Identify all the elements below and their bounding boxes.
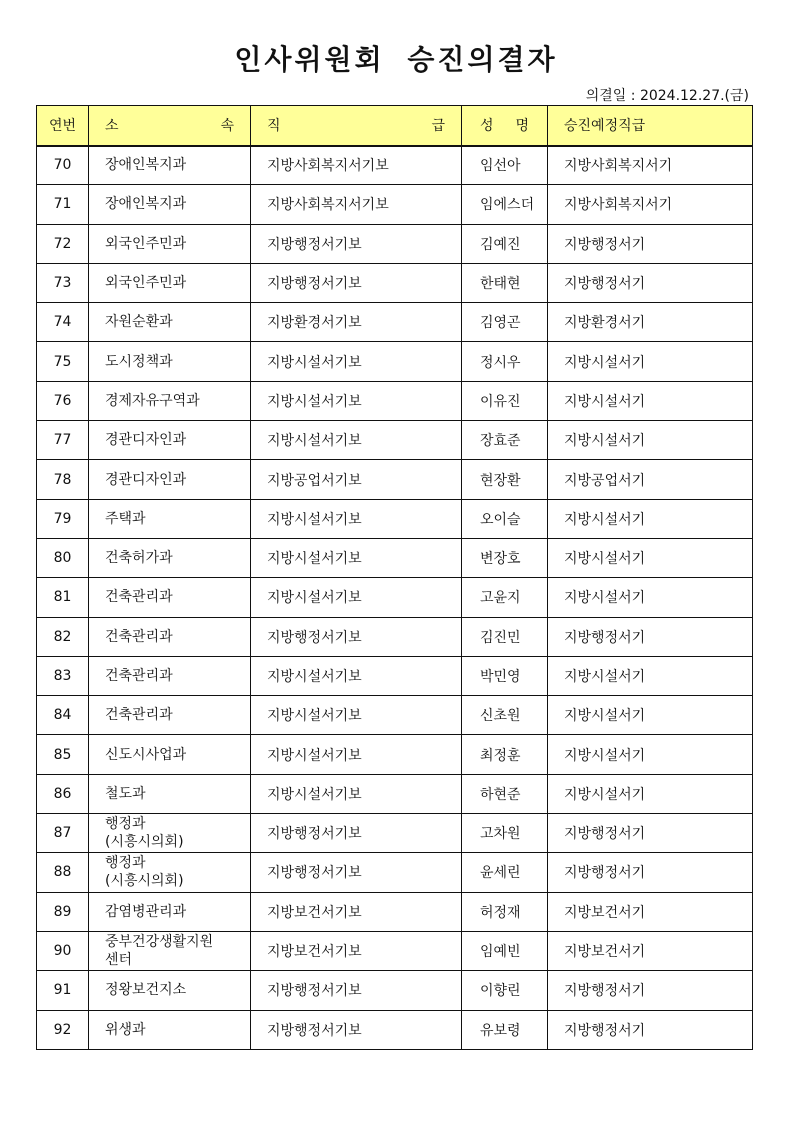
cell-dept xyxy=(89,460,251,499)
table-row xyxy=(37,971,753,1010)
cell-promo: 지방행정서기 xyxy=(548,617,753,656)
cell-name: 장효준 xyxy=(462,421,548,460)
cell-no: 83 xyxy=(37,656,89,695)
cell-no: 75 xyxy=(37,342,89,381)
table-row xyxy=(37,263,753,302)
cell-dept xyxy=(89,696,251,735)
cell-grade: 지방시설서기보 xyxy=(251,381,462,420)
cell-grade: 지방보건서기보 xyxy=(251,892,462,931)
dept-line: 정왕보건지소 xyxy=(105,982,187,999)
dept-line: 장애인복지과 xyxy=(105,157,187,174)
cell-no: 88 xyxy=(37,853,89,892)
cell-dept xyxy=(89,814,251,853)
table-row xyxy=(37,617,753,656)
cell-no: 86 xyxy=(37,774,89,813)
header-name: 성 명 xyxy=(462,106,548,146)
cell-promo: 지방행정서기 xyxy=(548,814,753,853)
cell-no: 84 xyxy=(37,696,89,735)
cell-grade: 지방시설서기보 xyxy=(251,735,462,774)
dept-line: 철도과 xyxy=(105,785,146,802)
cell-name: 고차원 xyxy=(462,814,548,853)
cell-name: 유보령 xyxy=(462,1010,548,1049)
cell-grade: 지방사회복지서기보 xyxy=(251,185,462,224)
cell-promo: 지방환경서기 xyxy=(548,303,753,342)
cell-dept xyxy=(89,185,251,224)
cell-name: 최정훈 xyxy=(462,735,548,774)
cell-promo: 지방시설서기 xyxy=(548,696,753,735)
cell-no: 79 xyxy=(37,499,89,538)
cell-dept xyxy=(89,342,251,381)
cell-promo: 지방보건서기 xyxy=(548,892,753,931)
cell-promo: 지방행정서기 xyxy=(548,263,753,302)
cell-promo: 지방시설서기 xyxy=(548,735,753,774)
cell-promo: 지방사회복지서기 xyxy=(548,185,753,224)
table-row xyxy=(37,421,753,460)
cell-name: 오이슬 xyxy=(462,499,548,538)
cell-dept xyxy=(89,263,251,302)
dept-line: 경제자유구역과 xyxy=(105,392,200,409)
table-row xyxy=(37,892,753,931)
dept-line: 건축관리과 xyxy=(105,707,173,724)
cell-promo: 지방행정서기 xyxy=(548,1010,753,1049)
cell-name: 임선아 xyxy=(462,146,548,185)
cell-grade: 지방시설서기보 xyxy=(251,696,462,735)
cell-grade: 지방시설서기보 xyxy=(251,421,462,460)
cell-no: 85 xyxy=(37,735,89,774)
table-row xyxy=(37,774,753,813)
dept-line: 주택과 xyxy=(105,510,146,527)
cell-no: 92 xyxy=(37,1010,89,1049)
table-row xyxy=(37,931,753,970)
cell-dept xyxy=(89,1010,251,1049)
header-grade: 직 급 xyxy=(251,106,462,146)
cell-name: 하현준 xyxy=(462,774,548,813)
cell-no: 71 xyxy=(37,185,89,224)
cell-grade: 지방시설서기보 xyxy=(251,774,462,813)
cell-grade: 지방행정서기보 xyxy=(251,224,462,263)
cell-name: 윤세린 xyxy=(462,853,548,892)
table-row xyxy=(37,460,753,499)
dept-line: (시흥시의회) xyxy=(105,834,184,851)
cell-no: 74 xyxy=(37,303,89,342)
table-row xyxy=(37,342,753,381)
cell-name: 변장호 xyxy=(462,538,548,577)
dept-line: 행정과 xyxy=(105,855,146,872)
cell-promo: 지방사회복지서기 xyxy=(548,146,753,185)
dept-line: 자원순환과 xyxy=(105,314,173,331)
cell-dept xyxy=(89,971,251,1010)
cell-grade: 지방시설서기보 xyxy=(251,578,462,617)
cell-name: 박민영 xyxy=(462,656,548,695)
cell-dept xyxy=(89,892,251,931)
cell-dept xyxy=(89,381,251,420)
dept-line: 행정과 xyxy=(105,816,146,833)
table-row xyxy=(37,381,753,420)
cell-grade: 지방시설서기보 xyxy=(251,342,462,381)
table-row xyxy=(37,656,753,695)
dept-line: 외국인주민과 xyxy=(105,275,187,292)
cell-name: 임예빈 xyxy=(462,931,548,970)
cell-promo: 지방시설서기 xyxy=(548,421,753,460)
cell-dept xyxy=(89,656,251,695)
cell-grade: 지방시설서기보 xyxy=(251,656,462,695)
cell-name: 허정재 xyxy=(462,892,548,931)
header-no: 연번 xyxy=(37,106,89,146)
cell-promo: 지방시설서기 xyxy=(548,499,753,538)
cell-promo: 지방시설서기 xyxy=(548,578,753,617)
dept-line: 장애인복지과 xyxy=(105,196,187,213)
dept-line: 경관디자인과 xyxy=(105,471,187,488)
dept-line: 중부건강생활지원 xyxy=(105,934,214,951)
cell-grade: 지방시설서기보 xyxy=(251,538,462,577)
cell-promo: 지방시설서기 xyxy=(548,381,753,420)
cell-promo: 지방행정서기 xyxy=(548,224,753,263)
cell-promo: 지방보건서기 xyxy=(548,931,753,970)
cell-name: 임에스더 xyxy=(462,185,548,224)
cell-promo: 지방공업서기 xyxy=(548,460,753,499)
cell-dept xyxy=(89,617,251,656)
cell-name: 김예진 xyxy=(462,224,548,263)
cell-no: 87 xyxy=(37,814,89,853)
cell-name: 이향린 xyxy=(462,971,548,1010)
cell-name: 한태현 xyxy=(462,263,548,302)
cell-no: 76 xyxy=(37,381,89,420)
dept-line: 외국인주민과 xyxy=(105,235,187,252)
cell-grade: 지방사회복지서기보 xyxy=(251,146,462,185)
cell-dept xyxy=(89,146,251,185)
cell-dept xyxy=(89,303,251,342)
cell-grade: 지방시설서기보 xyxy=(251,499,462,538)
dept-line: 센터 xyxy=(105,952,133,969)
cell-dept xyxy=(89,774,251,813)
cell-name: 고윤지 xyxy=(462,578,548,617)
cell-no: 82 xyxy=(37,617,89,656)
header-dept: 소 속 xyxy=(89,106,251,146)
cell-no: 89 xyxy=(37,892,89,931)
cell-grade: 지방행정서기보 xyxy=(251,263,462,302)
table-body xyxy=(37,146,753,1050)
cell-no: 73 xyxy=(37,263,89,302)
dept-line: 건축허가과 xyxy=(105,550,173,567)
cell-promo: 지방시설서기 xyxy=(548,538,753,577)
table-row xyxy=(37,224,753,263)
dept-line: 경관디자인과 xyxy=(105,432,187,449)
cell-no: 91 xyxy=(37,971,89,1010)
dept-line: 위생과 xyxy=(105,1021,146,1038)
table-row xyxy=(37,185,753,224)
cell-grade: 지방공업서기보 xyxy=(251,460,462,499)
cell-no: 80 xyxy=(37,538,89,577)
table-row xyxy=(37,735,753,774)
cell-name: 현장환 xyxy=(462,460,548,499)
cell-grade: 지방행정서기보 xyxy=(251,814,462,853)
cell-name: 이유진 xyxy=(462,381,548,420)
cell-grade: 지방보건서기보 xyxy=(251,931,462,970)
cell-promo: 지방시설서기 xyxy=(548,342,753,381)
table-row xyxy=(37,303,753,342)
resolution-date: 의결일 : 2024.12.27.(금) xyxy=(585,88,749,104)
cell-dept xyxy=(89,538,251,577)
cell-grade: 지방행정서기보 xyxy=(251,853,462,892)
header-promo: 승진예정직급 xyxy=(548,106,753,146)
cell-name: 정시우 xyxy=(462,342,548,381)
cell-dept xyxy=(89,853,251,892)
cell-name: 김영곤 xyxy=(462,303,548,342)
cell-name: 김진민 xyxy=(462,617,548,656)
table-row xyxy=(37,538,753,577)
table-row xyxy=(37,578,753,617)
table-header-row xyxy=(37,106,753,146)
cell-no: 72 xyxy=(37,224,89,263)
cell-dept xyxy=(89,931,251,970)
dept-line: 감염병관리과 xyxy=(105,903,187,920)
table-row xyxy=(37,499,753,538)
promotion-table xyxy=(36,105,753,1050)
cell-grade: 지방행정서기보 xyxy=(251,1010,462,1049)
cell-no: 77 xyxy=(37,421,89,460)
table-row xyxy=(37,814,753,853)
cell-dept xyxy=(89,224,251,263)
cell-no: 81 xyxy=(37,578,89,617)
cell-promo: 지방시설서기 xyxy=(548,656,753,695)
cell-name: 신초원 xyxy=(462,696,548,735)
cell-grade: 지방행정서기보 xyxy=(251,617,462,656)
cell-dept xyxy=(89,499,251,538)
table-row xyxy=(37,696,753,735)
dept-line: (시흥시의회) xyxy=(105,873,184,890)
dept-line: 건축관리과 xyxy=(105,668,173,684)
document-title: 인사위원회 승진의결자 xyxy=(234,43,558,76)
dept-line: 신도시사업과 xyxy=(105,746,187,763)
cell-no: 90 xyxy=(37,931,89,970)
cell-grade: 지방행정서기보 xyxy=(251,971,462,1010)
cell-no: 78 xyxy=(37,460,89,499)
dept-line: 도시정책과 xyxy=(105,353,173,370)
table-row xyxy=(37,853,753,892)
dept-line: 건축관리과 xyxy=(105,589,173,606)
dept-line: 건축관리과 xyxy=(105,628,173,645)
cell-promo: 지방행정서기 xyxy=(548,853,753,892)
cell-promo: 지방시설서기 xyxy=(548,774,753,813)
cell-dept xyxy=(89,421,251,460)
cell-promo: 지방행정서기 xyxy=(548,971,753,1010)
cell-no: 70 xyxy=(37,146,89,185)
table-row xyxy=(37,146,753,185)
table-row xyxy=(37,1010,753,1049)
cell-dept xyxy=(89,578,251,617)
cell-grade: 지방환경서기보 xyxy=(251,303,462,342)
cell-dept xyxy=(89,735,251,774)
